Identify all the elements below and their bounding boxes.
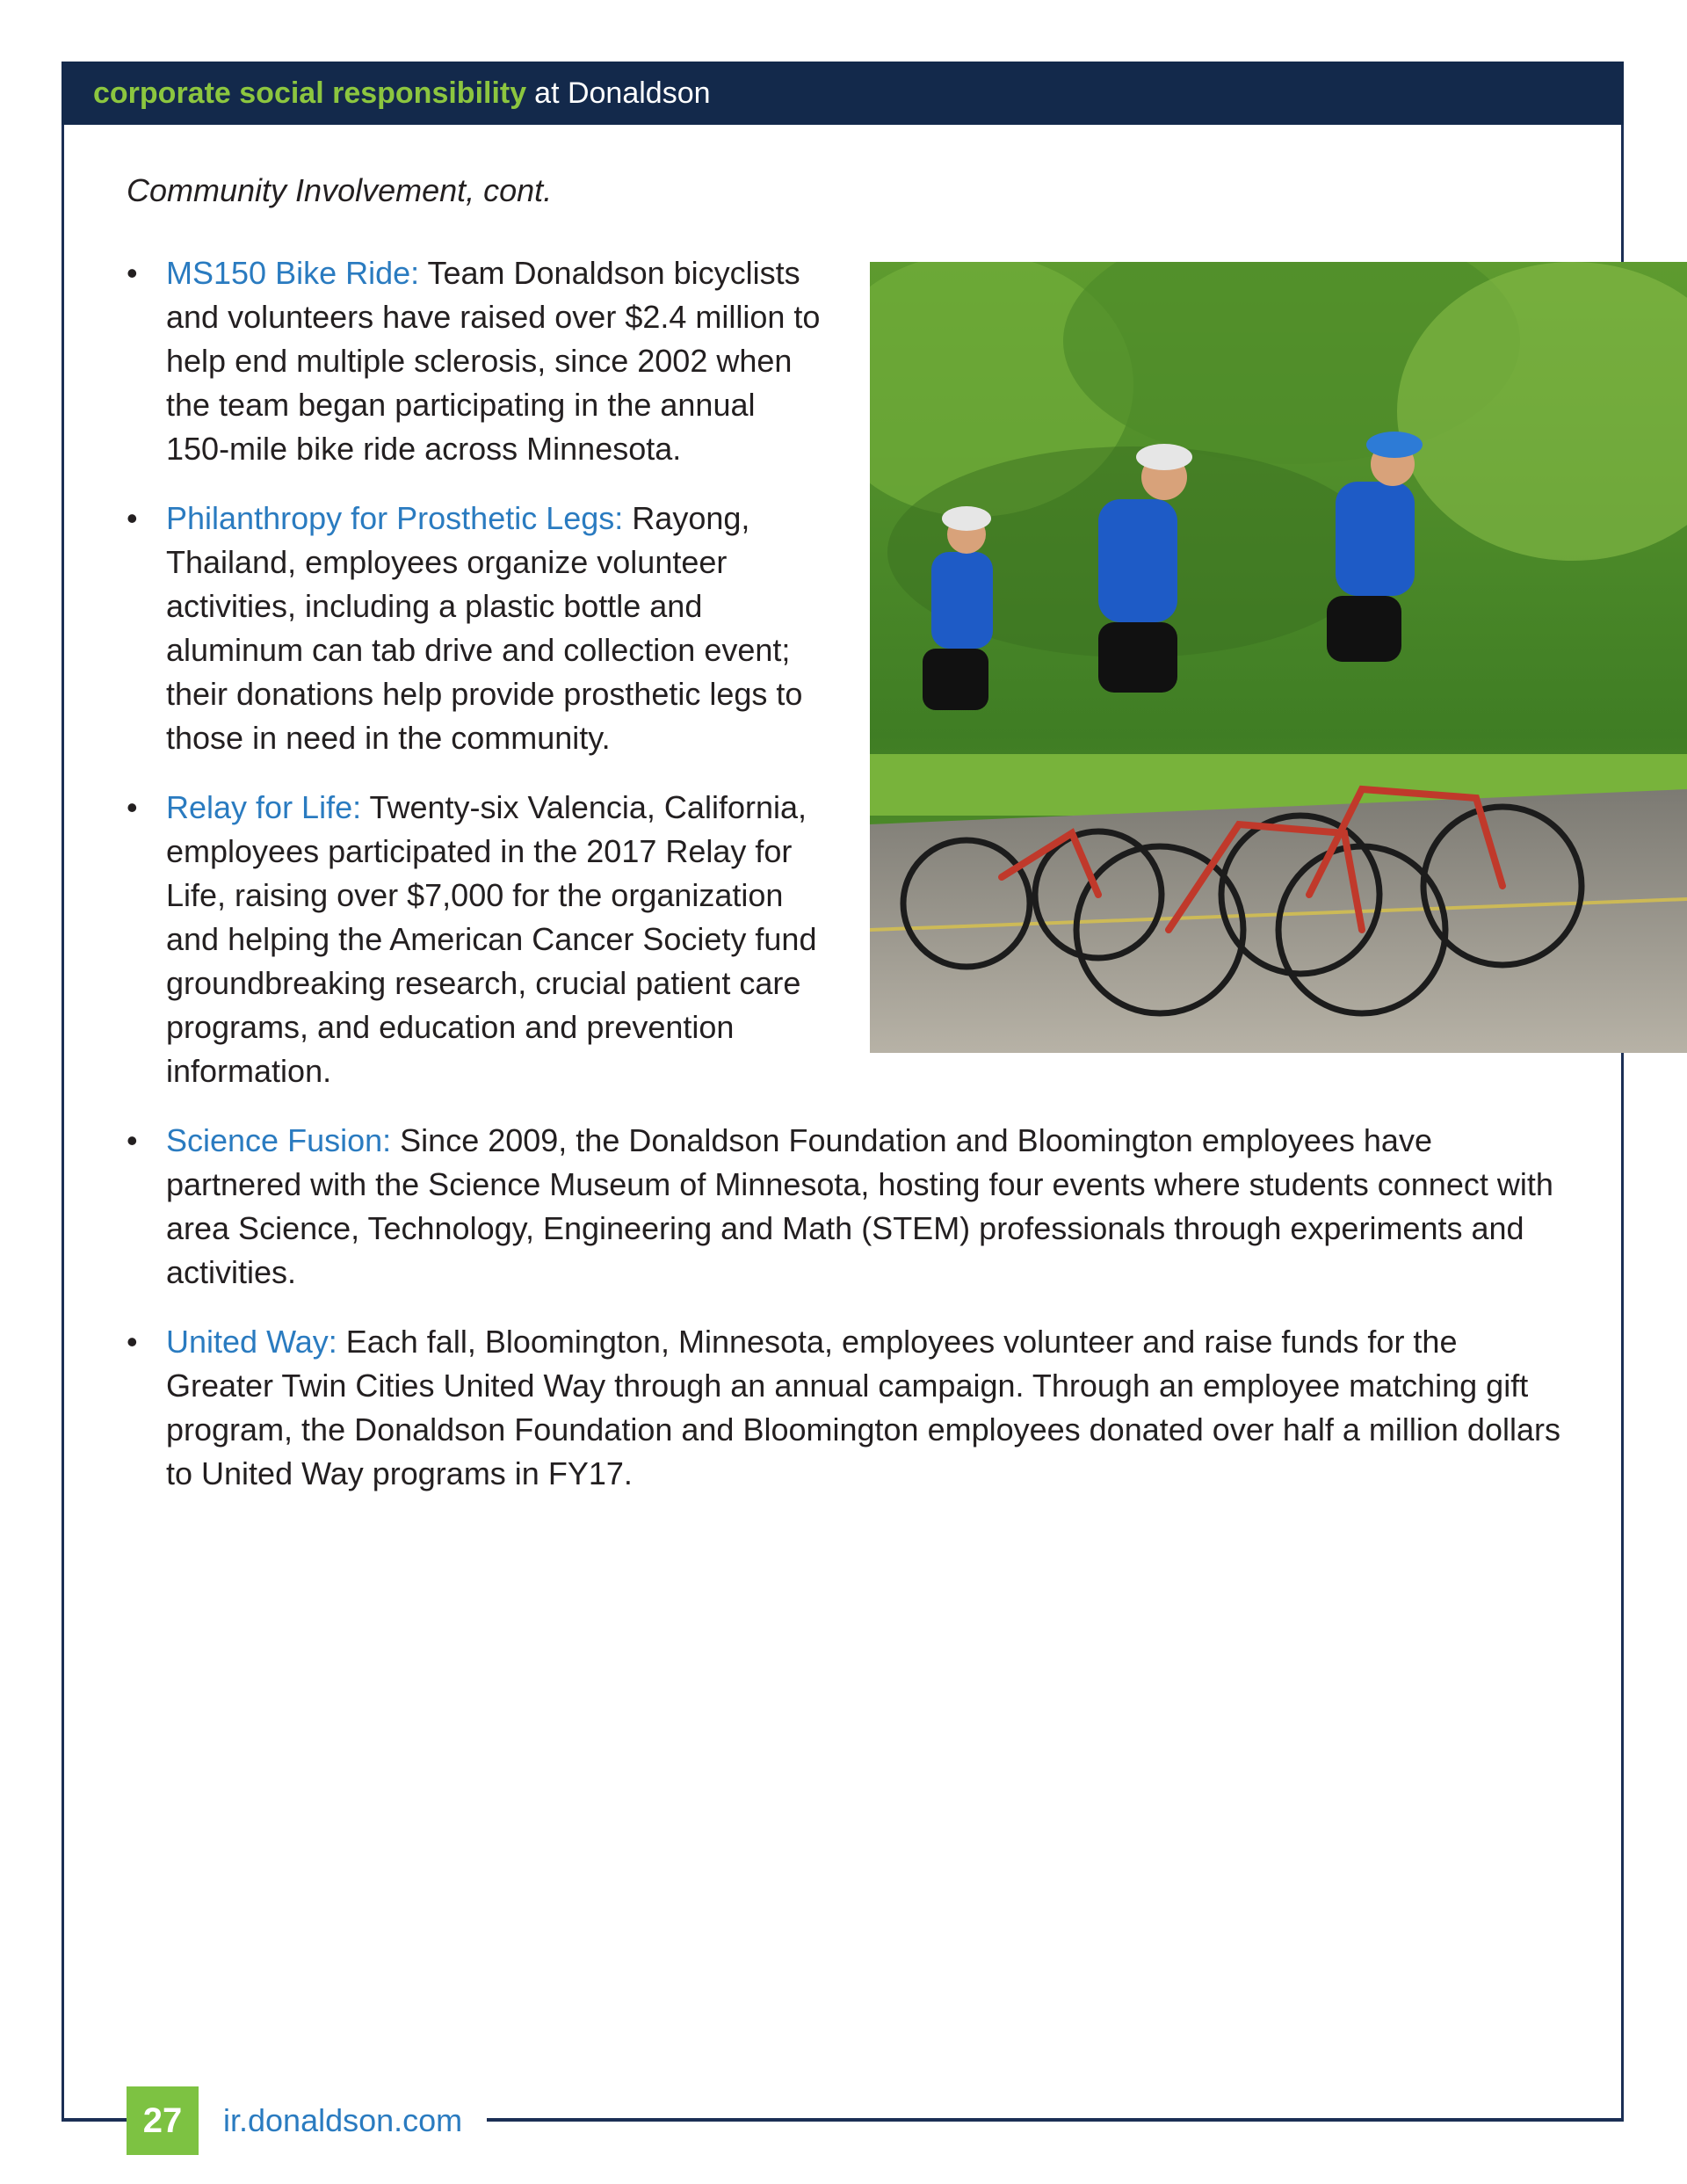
- item-text: Rayong, Thailand, employees organize volunteer activities, including a plastic bottle and aluminum can tab drive and collection event; their donations help provide prosthetic legs to those in need in the community.: [166, 500, 803, 756]
- list-item-united-way: [127, 1320, 1572, 1496]
- cyclists-photo: [870, 262, 1687, 1053]
- header-title-rest: at Donaldson: [534, 76, 711, 110]
- list-item-prosthetic-legs: [127, 497, 825, 760]
- item-label: Relay for Life:: [166, 789, 362, 825]
- list-item-science-fusion: [127, 1119, 1572, 1295]
- header-bar: [62, 62, 1624, 125]
- item-text: Team Donaldson bicyclists and volunteers have raised over $2.4 million to help end multiple sclerosis, since 2002 when the team began participating in the annual 150-mile bike ride across Minnesota.: [166, 255, 821, 467]
- header-title-strong: corporate social responsibility: [93, 76, 527, 110]
- item-label: MS150 Bike Ride:: [166, 255, 420, 291]
- bullet-icon: •: [127, 500, 138, 536]
- item-label: Philanthropy for Prosthetic Legs:: [166, 500, 624, 536]
- bullet-icon: •: [127, 1324, 138, 1360]
- bullet-icon: •: [127, 789, 138, 825]
- bullet-icon: •: [127, 1122, 138, 1158]
- item-text: Twenty-six Valencia, California, employees participated in the 2017 Relay for Life, raising over $7,000 for the organization and helping the American Cancer Society fund groundbreaking research, crucial patient care programs, and education and prevention information.: [166, 789, 817, 1089]
- item-text: Each fall, Bloomington, Minnesota, employees volunteer and raise funds for the Greater Twin Cities United Way through an annual campaign. Through an employee matching gift program, the Donaldson Foundation and Bloomington employees donated over half a million dollars to United Way programs in FY17.: [166, 1324, 1560, 1491]
- footer-url-link[interactable]: ir.donaldson.com: [199, 2090, 487, 2151]
- item-label: United Way:: [166, 1324, 337, 1360]
- page-number: 27: [127, 2086, 199, 2155]
- list-item-relay-for-life: [127, 786, 825, 1093]
- list-item-ms150: [127, 251, 825, 471]
- item-text: Since 2009, the Donaldson Foundation and Bloomington employees have partnered with the Science Museum of Minnesota, hosting four events where students connect with area Science, Technology, Engineering and Math (STEM) professionals through experiments and activities.: [166, 1122, 1553, 1290]
- bullet-icon: •: [127, 255, 138, 291]
- section-heading: Community Involvement, cont.: [127, 172, 553, 208]
- item-label: Science Fusion:: [166, 1122, 392, 1158]
